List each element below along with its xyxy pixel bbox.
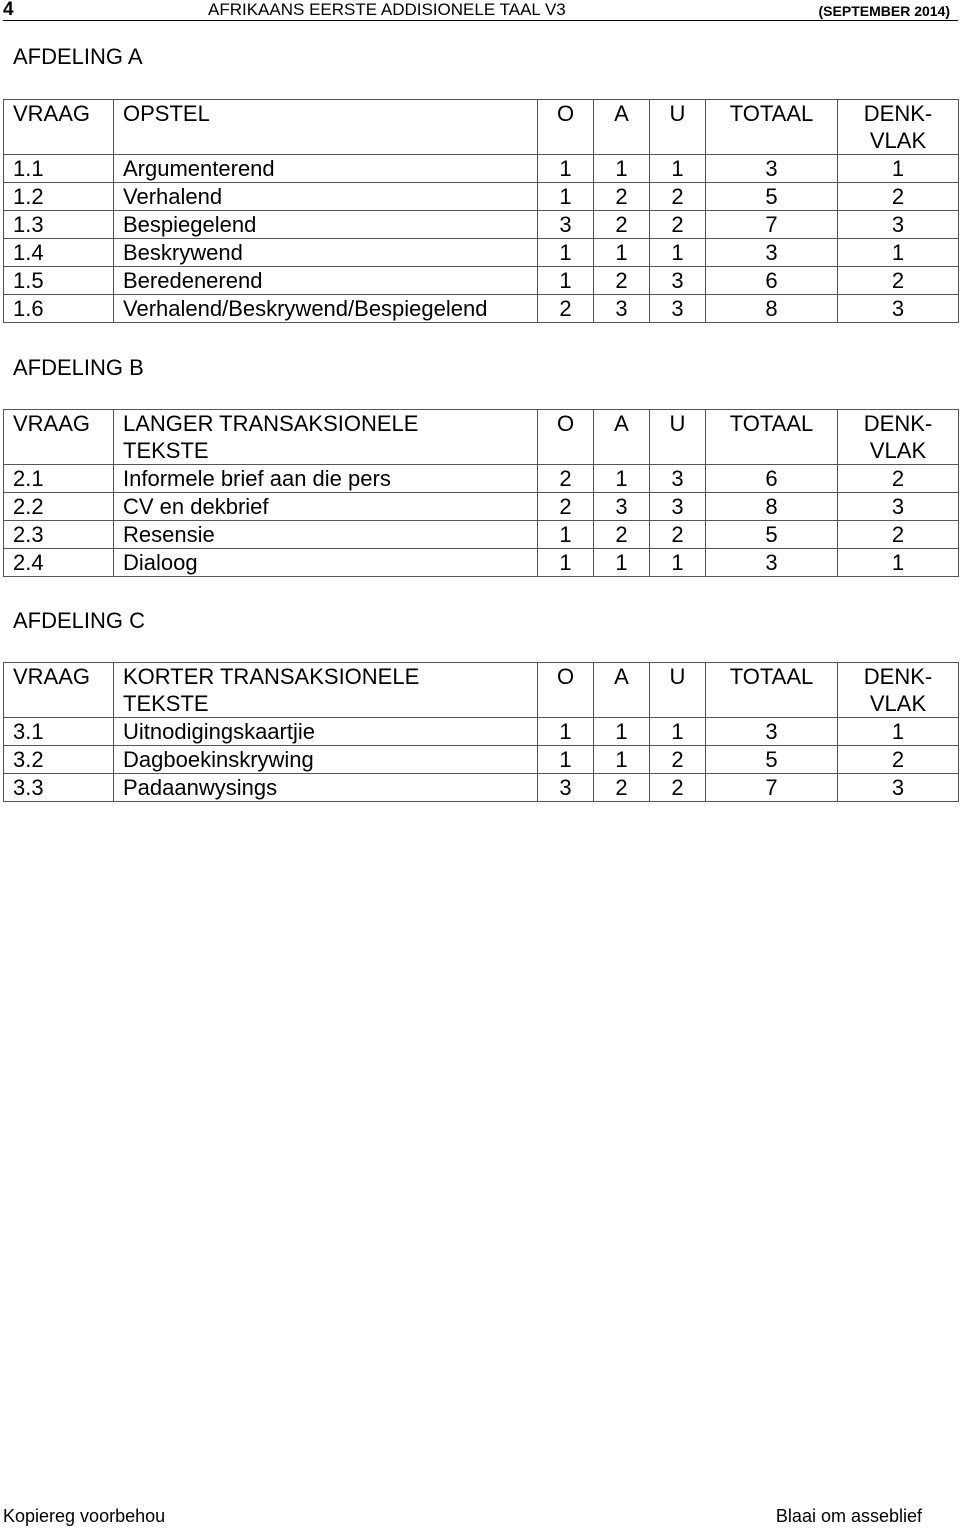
cell-vraag: 2.4 [4, 549, 114, 577]
denk-line2: VLAK [869, 691, 927, 716]
cell-vraag: 3.2 [4, 746, 114, 774]
cell-description: Padaanwysings [114, 774, 538, 802]
cell-description: Bespiegelend [114, 211, 538, 239]
col-a-header: A [594, 410, 650, 465]
cell-o: 3 [538, 211, 594, 239]
cell-description: Informele brief aan die pers [114, 465, 538, 493]
cell-denkvlak: 2 [838, 521, 959, 549]
section-b-table [3, 409, 959, 577]
cell-denkvlak: 3 [838, 774, 959, 802]
col-denkvlak-header [838, 663, 959, 718]
cell-totaal: 5 [706, 746, 838, 774]
cell-vraag: 1.6 [4, 295, 114, 323]
section-a-title: AFDELING A [13, 44, 143, 69]
document-title: AFRIKAANS EERSTE ADDISIONELE TAAL V3 [208, 0, 566, 19]
footer-copyright: Kopiereg voorbehou [3, 1506, 166, 1526]
table-row [4, 295, 959, 323]
cell-u: 3 [650, 267, 706, 295]
col-a-header: A [594, 100, 650, 155]
cell-totaal: 3 [706, 239, 838, 267]
cell-denkvlak: 1 [838, 239, 959, 267]
cell-a: 2 [594, 521, 650, 549]
col-u-header: U [650, 663, 706, 718]
cell-vraag: 3.3 [4, 774, 114, 802]
table-header-row [4, 410, 959, 465]
cell-denkvlak: 3 [838, 211, 959, 239]
cell-a: 1 [594, 549, 650, 577]
denk-line2: VLAK [869, 438, 927, 463]
cell-a: 1 [594, 465, 650, 493]
cell-a: 2 [594, 267, 650, 295]
table-row [4, 746, 959, 774]
col-o-header: O [538, 100, 594, 155]
cell-description: Beskrywend [114, 239, 538, 267]
category-line2: TEKSTE [123, 691, 209, 716]
table-row [4, 239, 959, 267]
table-row [4, 774, 959, 802]
col-denkvlak-header [838, 410, 959, 465]
cell-vraag: 3.1 [4, 718, 114, 746]
cell-vraag: 2.2 [4, 493, 114, 521]
cell-denkvlak: 2 [838, 183, 959, 211]
cell-description: CV en dekbrief [114, 493, 538, 521]
col-u-header: U [650, 410, 706, 465]
col-category-header [114, 100, 538, 155]
cell-o: 1 [538, 183, 594, 211]
col-a-header: A [594, 663, 650, 718]
cell-o: 3 [538, 774, 594, 802]
col-category-header [114, 663, 538, 718]
cell-denkvlak: 2 [838, 746, 959, 774]
cell-vraag: 1.2 [4, 183, 114, 211]
category-line1: LANGER TRANSAKSIONELE [123, 411, 419, 436]
col-o-header: O [538, 663, 594, 718]
cell-o: 1 [538, 718, 594, 746]
table-header-row [4, 663, 959, 718]
cell-totaal: 3 [706, 549, 838, 577]
cell-vraag: 1.3 [4, 211, 114, 239]
cell-denkvlak: 3 [838, 493, 959, 521]
cell-a: 3 [594, 493, 650, 521]
document-date: (SEPTEMBER 2014) [818, 3, 950, 19]
cell-description: Dagboekinskrywing [114, 746, 538, 774]
cell-o: 1 [538, 267, 594, 295]
cell-a: 3 [594, 295, 650, 323]
category-line1: OPSTEL [123, 101, 210, 126]
col-vraag-header: VRAAG [4, 100, 114, 155]
denk-line1: DENK- [863, 101, 933, 126]
cell-a: 1 [594, 155, 650, 183]
col-o-header: O [538, 410, 594, 465]
cell-description: Resensie [114, 521, 538, 549]
cell-o: 1 [538, 746, 594, 774]
cell-totaal: 3 [706, 718, 838, 746]
cell-u: 3 [650, 493, 706, 521]
section-c-table [3, 662, 959, 802]
cell-totaal: 5 [706, 521, 838, 549]
denk-line1: DENK- [863, 664, 933, 689]
cell-totaal: 8 [706, 295, 838, 323]
cell-o: 2 [538, 295, 594, 323]
cell-a: 1 [594, 746, 650, 774]
cell-totaal: 8 [706, 493, 838, 521]
cell-o: 1 [538, 239, 594, 267]
section-c-title: AFDELING C [13, 608, 146, 633]
cell-totaal: 7 [706, 211, 838, 239]
col-totaal-header: TOTAAL [706, 663, 838, 718]
table-row [4, 493, 959, 521]
table-row [4, 267, 959, 295]
cell-denkvlak: 3 [838, 295, 959, 323]
col-vraag-header: VRAAG [4, 410, 114, 465]
cell-description: Uitnodigingskaartjie [114, 718, 538, 746]
col-vraag-header: VRAAG [4, 663, 114, 718]
table-row [4, 155, 959, 183]
cell-o: 1 [538, 521, 594, 549]
cell-a: 2 [594, 774, 650, 802]
cell-totaal: 6 [706, 267, 838, 295]
cell-denkvlak: 1 [838, 155, 959, 183]
section-a-table [3, 99, 959, 323]
category-line2: TEKSTE [123, 438, 209, 463]
footer-turn-page: Blaai om asseblief [775, 1506, 922, 1526]
cell-denkvlak: 1 [838, 549, 959, 577]
cell-u: 1 [650, 549, 706, 577]
cell-u: 2 [650, 774, 706, 802]
cell-u: 2 [650, 183, 706, 211]
cell-vraag: 2.1 [4, 465, 114, 493]
cell-u: 1 [650, 718, 706, 746]
cell-denkvlak: 1 [838, 718, 959, 746]
cell-totaal: 3 [706, 155, 838, 183]
cell-o: 1 [538, 549, 594, 577]
cell-description: Argumenterend [114, 155, 538, 183]
cell-u: 2 [650, 211, 706, 239]
cell-totaal: 5 [706, 183, 838, 211]
denk-line1: DENK- [863, 411, 933, 436]
cell-a: 1 [594, 239, 650, 267]
page-header [3, 0, 958, 21]
cell-denkvlak: 2 [838, 465, 959, 493]
cell-u: 3 [650, 465, 706, 493]
cell-denkvlak: 2 [838, 267, 959, 295]
col-totaal-header: TOTAAL [706, 100, 838, 155]
cell-vraag: 1.4 [4, 239, 114, 267]
cell-a: 1 [594, 718, 650, 746]
cell-u: 1 [650, 155, 706, 183]
denk-line2: VLAK [869, 128, 927, 153]
cell-totaal: 7 [706, 774, 838, 802]
table-row [4, 521, 959, 549]
cell-vraag: 2.3 [4, 521, 114, 549]
page-number: 4 [3, 0, 14, 20]
table-row [4, 718, 959, 746]
cell-u: 2 [650, 521, 706, 549]
cell-o: 1 [538, 155, 594, 183]
col-u-header: U [650, 100, 706, 155]
cell-a: 2 [594, 183, 650, 211]
category-line1: KORTER TRANSAKSIONELE [123, 664, 420, 689]
section-b-title: AFDELING B [13, 355, 144, 380]
cell-totaal: 6 [706, 465, 838, 493]
cell-u: 2 [650, 746, 706, 774]
cell-vraag: 1.1 [4, 155, 114, 183]
col-totaal-header: TOTAAL [706, 410, 838, 465]
col-denkvlak-header [838, 100, 959, 155]
table-header-row [4, 100, 959, 155]
cell-description: Beredenerend [114, 267, 538, 295]
cell-a: 2 [594, 211, 650, 239]
table-row [4, 465, 959, 493]
cell-o: 2 [538, 493, 594, 521]
cell-o: 2 [538, 465, 594, 493]
cell-u: 3 [650, 295, 706, 323]
cell-u: 1 [650, 239, 706, 267]
cell-description: Dialoog [114, 549, 538, 577]
table-row [4, 183, 959, 211]
cell-description: Verhalend/Beskrywend/Bespiegelend [114, 295, 538, 323]
cell-description: Verhalend [114, 183, 538, 211]
table-row [4, 549, 959, 577]
table-row [4, 211, 959, 239]
cell-vraag: 1.5 [4, 267, 114, 295]
col-category-header [114, 410, 538, 465]
